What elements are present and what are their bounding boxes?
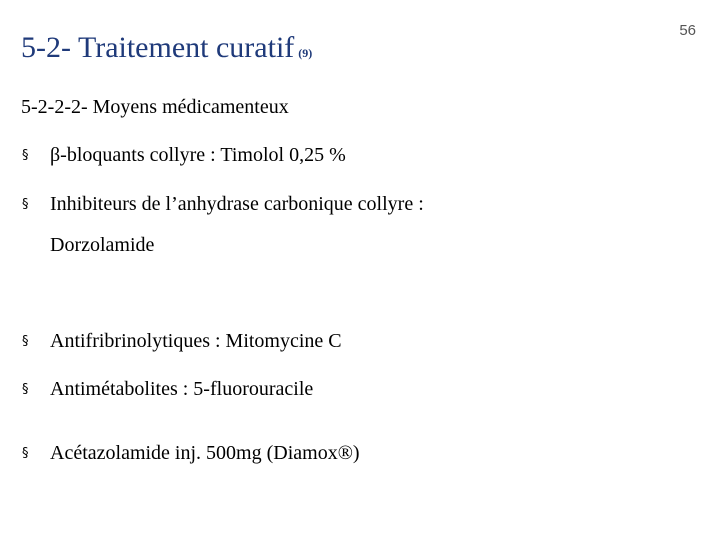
bullet-text: Inhibiteurs de l’anhydrase carbonique collyre : xyxy=(50,193,424,215)
bullet-text: Antimétabolites : 5-fluorouracile xyxy=(50,378,314,400)
bullet-text: Acétazolamide inj. 500mg (Diamox®) xyxy=(50,442,360,464)
bullet-text: β-bloquants collyre : Timolol 0,25 % xyxy=(50,144,346,166)
bullet-marker: § xyxy=(22,334,29,349)
bullet-marker: § xyxy=(22,446,29,461)
bullet-text: Antifribrinolytiques : Mitomycine C xyxy=(50,330,342,352)
bullet-marker: § xyxy=(22,197,29,212)
bullet-continuation-text: Dorzolamide xyxy=(50,234,155,256)
slide-title-text: 5-2- Traitement curatif xyxy=(21,31,295,64)
bullet-item xyxy=(22,143,346,168)
bullet-item xyxy=(22,377,313,402)
slide-title-reference: (9) xyxy=(298,46,313,60)
bullet-item xyxy=(22,441,360,466)
bullet-item xyxy=(22,329,342,354)
page-number: 56 xyxy=(679,22,696,39)
bullet-item xyxy=(22,192,424,217)
bullet-marker: § xyxy=(22,148,29,163)
bullet-marker: § xyxy=(22,382,29,397)
section-heading: 5-2-2-2- Moyens médicamenteux xyxy=(21,96,289,118)
slide-title xyxy=(21,30,312,71)
